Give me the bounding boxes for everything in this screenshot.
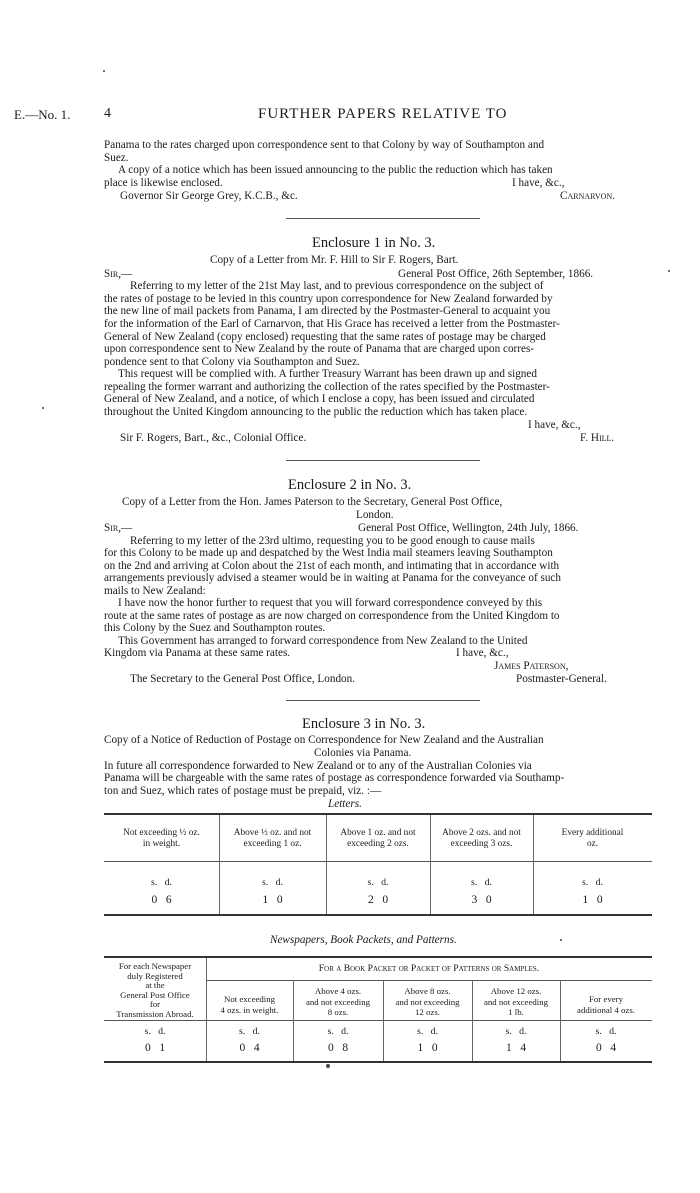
unit-label: s. d. — [239, 1026, 260, 1037]
table-header-cell: Above 8 ozs. and not exceeding 12 ozs. — [395, 986, 460, 1017]
body-line: pondence sent to that Colony via Southampton and Suez. — [104, 356, 360, 368]
intro-line: place is likewise enclosed. — [104, 177, 223, 189]
unit-label: s. d. — [144, 1026, 166, 1037]
addressee: Governor Sir George Grey, K.C.B., &c. — [120, 190, 298, 202]
table-border — [104, 956, 652, 958]
body-line: This Government has arranged to forward correspondence from New Zealand to the United — [118, 635, 528, 647]
body-line: upon correspondence sent to New Zealand by the route of Panama that are charged upon corres- — [104, 343, 535, 355]
signature: Carnarvon. — [560, 190, 615, 202]
table-header-cell: Above 1 oz. and not exceeding 2 ozs. — [340, 828, 416, 849]
table-header-cell: For each Newspaper duly Registered at the General Post Office for Transmission Abroad. — [116, 961, 194, 1019]
table-header-cell: Not exceeding ½ oz. in weight. — [123, 828, 200, 849]
scan-speck — [103, 70, 105, 72]
scan-speck — [42, 407, 44, 409]
signature-title: Postmaster-General. — [516, 673, 607, 685]
enclosure-subtitle: Copy of a Notice of Reduction of Postage on Correspondence for New Zealand and the Australian — [104, 734, 544, 746]
unit-label: s. d. — [327, 1026, 349, 1037]
rate-value: 0 4 — [595, 1042, 617, 1054]
body-line: Panama will be chargeable with the same rates of postage as correspondence forwarded via Southamp- — [104, 772, 565, 784]
table-group-header: For a Book Packet or Packet of Patterns or Samples. — [318, 963, 540, 974]
body-line: throughout the United Kingdom announcing to the public the reduction which has taken place. — [104, 406, 528, 418]
body-line: for this Colony to be made up and despatched by the West India mail steamers leaving Southampton — [104, 547, 553, 559]
page-number: 4 — [104, 106, 111, 121]
rate-value: 1 4 — [505, 1042, 527, 1054]
page-title: FURTHER PAPERS RELATIVE TO — [258, 106, 508, 122]
table-header-cell: Above 12 ozs. and not exceeding 1 lb. — [484, 986, 548, 1017]
scan-speck — [560, 939, 562, 941]
enclosure-subtitle: Copy of a Letter from Mr. F. Hill to Sir F. Rogers, Bart. — [210, 254, 459, 266]
closing: I have, &c., — [456, 647, 509, 659]
unit-label: s. d. — [471, 877, 492, 888]
table-caption: Letters. — [328, 798, 362, 810]
unit-label: s. d. — [417, 1026, 438, 1037]
enclosure-subtitle: Colonies via Panama. — [314, 747, 412, 759]
salutation: Sir,— — [104, 522, 133, 534]
table-header-cell: Every additional oz. — [561, 828, 624, 849]
signature: James Paterson, — [494, 660, 569, 672]
body-line: arrangements previously advised a steamer would be in waiting at Panama for the conveyance of such — [104, 572, 561, 584]
rate-value: 0 4 — [239, 1042, 260, 1054]
scan-speck — [326, 1064, 330, 1068]
body-line: Kingdom via Panama at these same rates. — [104, 647, 291, 659]
rate-value: 0 6 — [151, 894, 172, 906]
table-border — [104, 914, 652, 916]
unit-label: s. d. — [582, 877, 603, 888]
unit-label: s. d. — [367, 877, 389, 888]
rate-value: 2 0 — [367, 894, 389, 906]
table-header-cell: Above ½ oz. and not exceeding 1 oz. — [233, 828, 312, 849]
rate-value: 0 1 — [144, 1042, 166, 1054]
table-caption: Newspapers, Book Packets, and Patterns. — [270, 934, 457, 946]
table-header-cell: Above 2 ozs. and not exceeding 3 ozs. — [442, 828, 521, 849]
place-date: General Post Office, Wellington, 24th July, 1866. — [358, 522, 579, 534]
unit-label: s. d. — [262, 877, 283, 888]
addressee: The Secretary to the General Post Office, London. — [130, 673, 356, 685]
unit-label: s. d. — [151, 877, 172, 888]
table-header-cell: Not exceeding 4 ozs. in weight. — [220, 994, 279, 1015]
table-header-cell: For every additional 4 ozs. — [577, 994, 635, 1015]
addressee: Sir F. Rogers, Bart., &c., Colonial Office. — [120, 432, 307, 444]
enclosure-heading: Enclosure 3 in No. 3. — [302, 716, 426, 732]
rate-value: 1 0 — [582, 894, 603, 906]
body-line: I have now the honor further to request that you will forward correspondence conveyed by this — [118, 597, 543, 609]
rate-value: 3 0 — [471, 894, 492, 906]
body-line: on the 2nd and arriving at Colon about the 21st of each month, and intimating that in accordance with — [104, 560, 560, 572]
salutation: Sir,— — [104, 268, 133, 280]
table-header-cell: Above 4 ozs. and not exceeding 8 ozs. — [306, 986, 370, 1017]
scan-speck — [668, 270, 670, 272]
body-line: Referring to my letter of the 23rd ultimo, requesting you to be good enough to cause mails — [130, 535, 535, 547]
body-line: This request will be complied with. A further Treasury Warrant has been drawn up and signed — [118, 368, 537, 380]
enclosure-subtitle: London. — [356, 509, 394, 521]
section-divider — [286, 700, 480, 701]
body-line: for the information of the Earl of Carnarvon, that His Grace has received a letter from the Postmaster- — [104, 318, 560, 330]
section-divider — [286, 218, 480, 219]
body-line: this Colony by the Suez and Southampton routes. — [104, 622, 326, 634]
intro-line: Suez. — [104, 152, 129, 164]
table-border — [104, 861, 652, 862]
body-line: General of New Zealand (copy enclosed) requesting that the same rates of postage may be charged — [104, 331, 546, 343]
body-line: the rates of postage to be levied in this country upon correspondence for New Zealand forwarded by — [104, 293, 553, 305]
enclosure-subtitle: Copy of a Letter from the Hon. James Paterson to the Secretary, General Post Office, — [122, 496, 503, 508]
unit-label: s. d. — [595, 1026, 617, 1037]
rate-value: 0 8 — [327, 1042, 349, 1054]
enclosure-heading: Enclosure 2 in No. 3. — [288, 477, 412, 493]
intro-line: A copy of a notice which has been issued announcing to the public the reduction which has taken — [118, 164, 553, 176]
closing: I have, &c., — [528, 419, 581, 431]
body-line: General of New Zealand, and a notice, of which I enclose a copy, has been issued and circulated — [104, 393, 535, 405]
body-line: In future all correspondence forwarded to New Zealand or to any of the Australian Colonies via — [104, 760, 532, 772]
place-date: General Post Office, 26th September, 1866. — [398, 268, 594, 280]
unit-label: s. d. — [505, 1026, 527, 1037]
section-divider — [286, 460, 480, 461]
body-line: Referring to my letter of the 21st May last, and to previous correspondence on the subject of — [130, 280, 544, 292]
signature: F. Hill. — [580, 432, 615, 444]
document-reference: E.—No. 1. — [14, 107, 71, 122]
body-line: ton and Suez, which rates of postage must be prepaid, viz. :— — [104, 785, 382, 797]
table-border — [206, 980, 652, 981]
body-line: route at the same rates of postage as are now charged on correspondence from the United Kingdom to — [104, 610, 560, 622]
body-line: mails to New Zealand: — [104, 585, 206, 597]
closing: I have, &c., — [512, 177, 565, 189]
body-line: the new line of mail packets from Panama, I am directed by the Postmaster-General to acquaint you — [104, 305, 551, 317]
table-border — [104, 1020, 652, 1021]
table-border — [104, 1061, 652, 1063]
enclosure-heading: Enclosure 1 in No. 3. — [312, 235, 436, 251]
intro-line: Panama to the rates charged upon correspondence sent to that Colony by way of Southampton and — [104, 139, 545, 151]
rate-value: 1 0 — [262, 894, 283, 906]
body-line: repealing the former warrant and authorizing the collection of the rates specified by the Postmaster- — [104, 381, 550, 393]
rate-value: 1 0 — [417, 1042, 438, 1054]
table-border — [104, 813, 652, 815]
